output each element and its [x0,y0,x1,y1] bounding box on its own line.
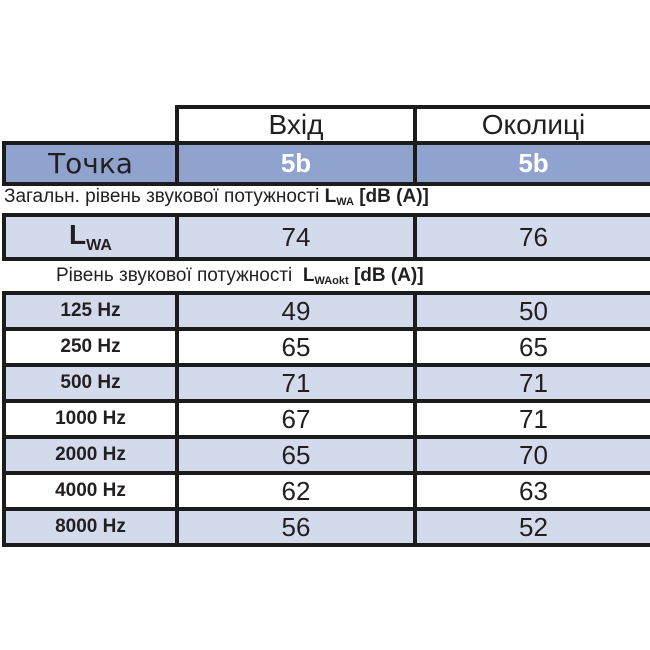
value-entrance: 49 [177,293,415,329]
caption-total-sound-power [4,186,429,208]
table-row [4,293,650,329]
column-header-entrance: Вхід [177,107,415,143]
freq-label: 8000 Hz [4,509,177,545]
table-row [4,401,650,437]
column-header-surroundings: Околиці [415,107,650,143]
value-surroundings: 50 [415,293,650,329]
octave-table [2,291,650,547]
value-surroundings: 65 [415,329,650,365]
value-entrance: 71 [177,365,415,401]
value-entrance: 65 [177,329,415,365]
lwa-value-surroundings: 76 [415,215,650,259]
caption-text: Рівень звукової потужності [56,265,293,286]
lwa-table [2,213,650,261]
header-blank-cell [4,107,177,143]
symbol: L [302,265,315,286]
freq-label: 4000 Hz [4,473,177,509]
point-value-surroundings: 5b [415,143,650,184]
freq-label: 2000 Hz [4,437,177,473]
symbol: L [324,186,337,207]
symbol-subscript: WA [336,196,354,208]
value-entrance: 62 [177,473,415,509]
value-entrance: 65 [177,437,415,473]
unit: [dB (A)] [353,265,424,286]
table-row [4,437,650,473]
value-surroundings: 71 [415,401,650,437]
lwa-row [4,215,650,259]
value-surroundings: 70 [415,437,650,473]
symbol-subscript: WA [86,237,112,254]
caption-octave-sound-power [56,265,424,287]
value-entrance: 56 [177,509,415,545]
header-table [2,105,650,186]
caption-text: Загальн. рівень звукової потужності [4,186,320,207]
column-header-row [4,107,650,143]
value-surroundings: 63 [415,473,650,509]
lwa-value-entrance: 74 [177,215,415,259]
freq-label: 500 Hz [4,365,177,401]
point-value-entrance: 5b [177,143,415,184]
symbol: L [69,219,87,250]
freq-label: 125 Hz [4,293,177,329]
point-label: Точка [4,143,177,184]
point-row [4,143,650,184]
table-row [4,329,650,365]
table-row [4,473,650,509]
table-row [4,365,650,401]
symbol-subscript: WAokt [314,275,349,287]
value-entrance: 67 [177,401,415,437]
lwa-label [4,215,177,259]
freq-label: 1000 Hz [4,401,177,437]
freq-label: 250 Hz [4,329,177,365]
value-surroundings: 52 [415,509,650,545]
value-surroundings: 71 [415,365,650,401]
table-row [4,509,650,545]
unit: [dB (A)] [359,186,429,207]
